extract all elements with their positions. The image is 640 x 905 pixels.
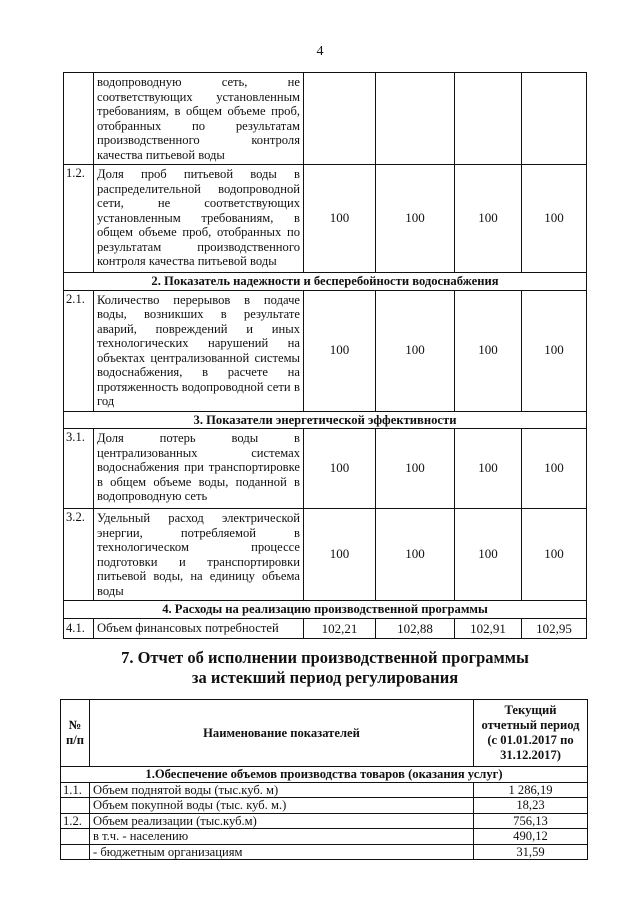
indicator-name: Доля проб питьевой воды в распределительной водопроводной сети, не соответствующих установленным требованиям, в общем объеме проб, отобранных по результатам производственного контроля качества питьевой воды	[94, 165, 304, 273]
report-row	[61, 844, 588, 860]
row-number: 1.2.	[64, 165, 94, 273]
section-title: 4. Расходы на реализацию производственной программы	[64, 601, 587, 619]
section-row	[64, 601, 587, 619]
indicator-value: 102,95	[522, 618, 587, 638]
indicator-row	[64, 429, 587, 509]
heading-line-2: за истекший период регулирования	[191, 668, 459, 687]
indicator-value: 102,88	[376, 618, 455, 638]
indicator-value: 100	[376, 165, 455, 273]
indicator-name: Объем покупной воды (тыс. куб. м.)	[90, 798, 474, 814]
indicators-table	[63, 72, 587, 639]
indicator-row	[64, 73, 587, 165]
indicator-value: 100	[455, 290, 522, 411]
indicator-name: - бюджетным организациям	[90, 844, 474, 860]
indicator-value	[376, 73, 455, 165]
indicator-value: 31,59	[474, 844, 588, 860]
section-7-heading	[60, 648, 590, 688]
indicator-name: Объем поднятой воды (тыс.куб. м)	[90, 782, 474, 798]
indicator-value: 100	[376, 290, 455, 411]
row-number	[61, 798, 90, 814]
section-title: 1.Обеспечение объемов производства товаров (оказания услуг)	[61, 767, 588, 783]
row-number	[61, 829, 90, 845]
report-table-header	[61, 700, 588, 767]
report-row	[61, 782, 588, 798]
indicator-value: 100	[455, 429, 522, 509]
indicator-name: Количество перерывов в подаче воды, возникших в результате аварий, повреждений и иных технологических нарушений на объектах централизованной системы водоснабжения, в расчете на протяженность водопроводной сети в год	[94, 290, 304, 411]
indicator-row	[64, 509, 587, 601]
indicator-value: 18,23	[474, 798, 588, 814]
row-number: 1.2.	[61, 813, 90, 829]
indicator-value: 100	[522, 509, 587, 601]
row-number: 4.1.	[64, 618, 94, 638]
indicator-name: в т.ч. - населению	[90, 829, 474, 845]
indicator-value: 100	[522, 290, 587, 411]
report-table	[60, 699, 588, 860]
indicator-name: Объем реализации (тыс.куб.м)	[90, 813, 474, 829]
section-title: 3. Показатели энергетической эффективности	[64, 411, 587, 429]
row-number: 1.1.	[61, 782, 90, 798]
indicator-value: 100	[304, 290, 376, 411]
indicator-row	[64, 618, 587, 638]
indicator-name: Объем финансовых потребностей	[94, 618, 304, 638]
indicator-value	[304, 73, 376, 165]
section-title: 2. Показатель надежности и бесперебойности водоснабжения	[64, 273, 587, 291]
section-row	[61, 767, 588, 783]
row-number	[64, 73, 94, 165]
report-row	[61, 813, 588, 829]
indicator-name: водопроводную сеть, не соответствующих установленным требованиям, в общем объеме проб, отобранных по результатам производственного контроля качества питьевой воды	[94, 73, 304, 165]
row-number: 2.1.	[64, 290, 94, 411]
indicator-name: Доля потерь воды в централизованных системах водоснабжения при транспортировке в общем объеме воды, поданной в водопроводную сеть	[94, 429, 304, 509]
indicator-value: 1 286,19	[474, 782, 588, 798]
report-row	[61, 798, 588, 814]
indicator-value: 100	[455, 509, 522, 601]
indicator-value: 102,21	[304, 618, 376, 638]
page-number: 4	[316, 44, 324, 59]
indicator-value: 100	[376, 429, 455, 509]
section-row	[64, 273, 587, 291]
header-period: Текущий отчетный период (с 01.01.2017 по 31.12.2017)	[474, 700, 588, 767]
header-num: № п/п	[61, 700, 90, 767]
indicator-value: 102,91	[455, 618, 522, 638]
indicator-row	[64, 165, 587, 273]
indicator-value: 100	[455, 165, 522, 273]
indicator-value: 756,13	[474, 813, 588, 829]
heading-line-1: 7. Отчет об исполнении производственной программы	[121, 648, 529, 667]
indicator-value: 100	[376, 509, 455, 601]
indicator-row	[64, 290, 587, 411]
indicator-value: 490,12	[474, 829, 588, 845]
section-row	[64, 411, 587, 429]
indicator-name: Удельный расход электрической энергии, потребляемой в технологическом процессе подготовки и транспортировки питьевой воды, на единицу объема воды	[94, 509, 304, 601]
row-number	[61, 844, 90, 860]
indicator-value: 100	[522, 429, 587, 509]
report-row	[61, 829, 588, 845]
indicator-value	[455, 73, 522, 165]
indicator-value: 100	[522, 165, 587, 273]
indicator-value	[522, 73, 587, 165]
row-number: 3.1.	[64, 429, 94, 509]
header-name: Наименование показателей	[90, 700, 474, 767]
indicator-value: 100	[304, 165, 376, 273]
indicator-value: 100	[304, 509, 376, 601]
row-number: 3.2.	[64, 509, 94, 601]
indicator-value: 100	[304, 429, 376, 509]
